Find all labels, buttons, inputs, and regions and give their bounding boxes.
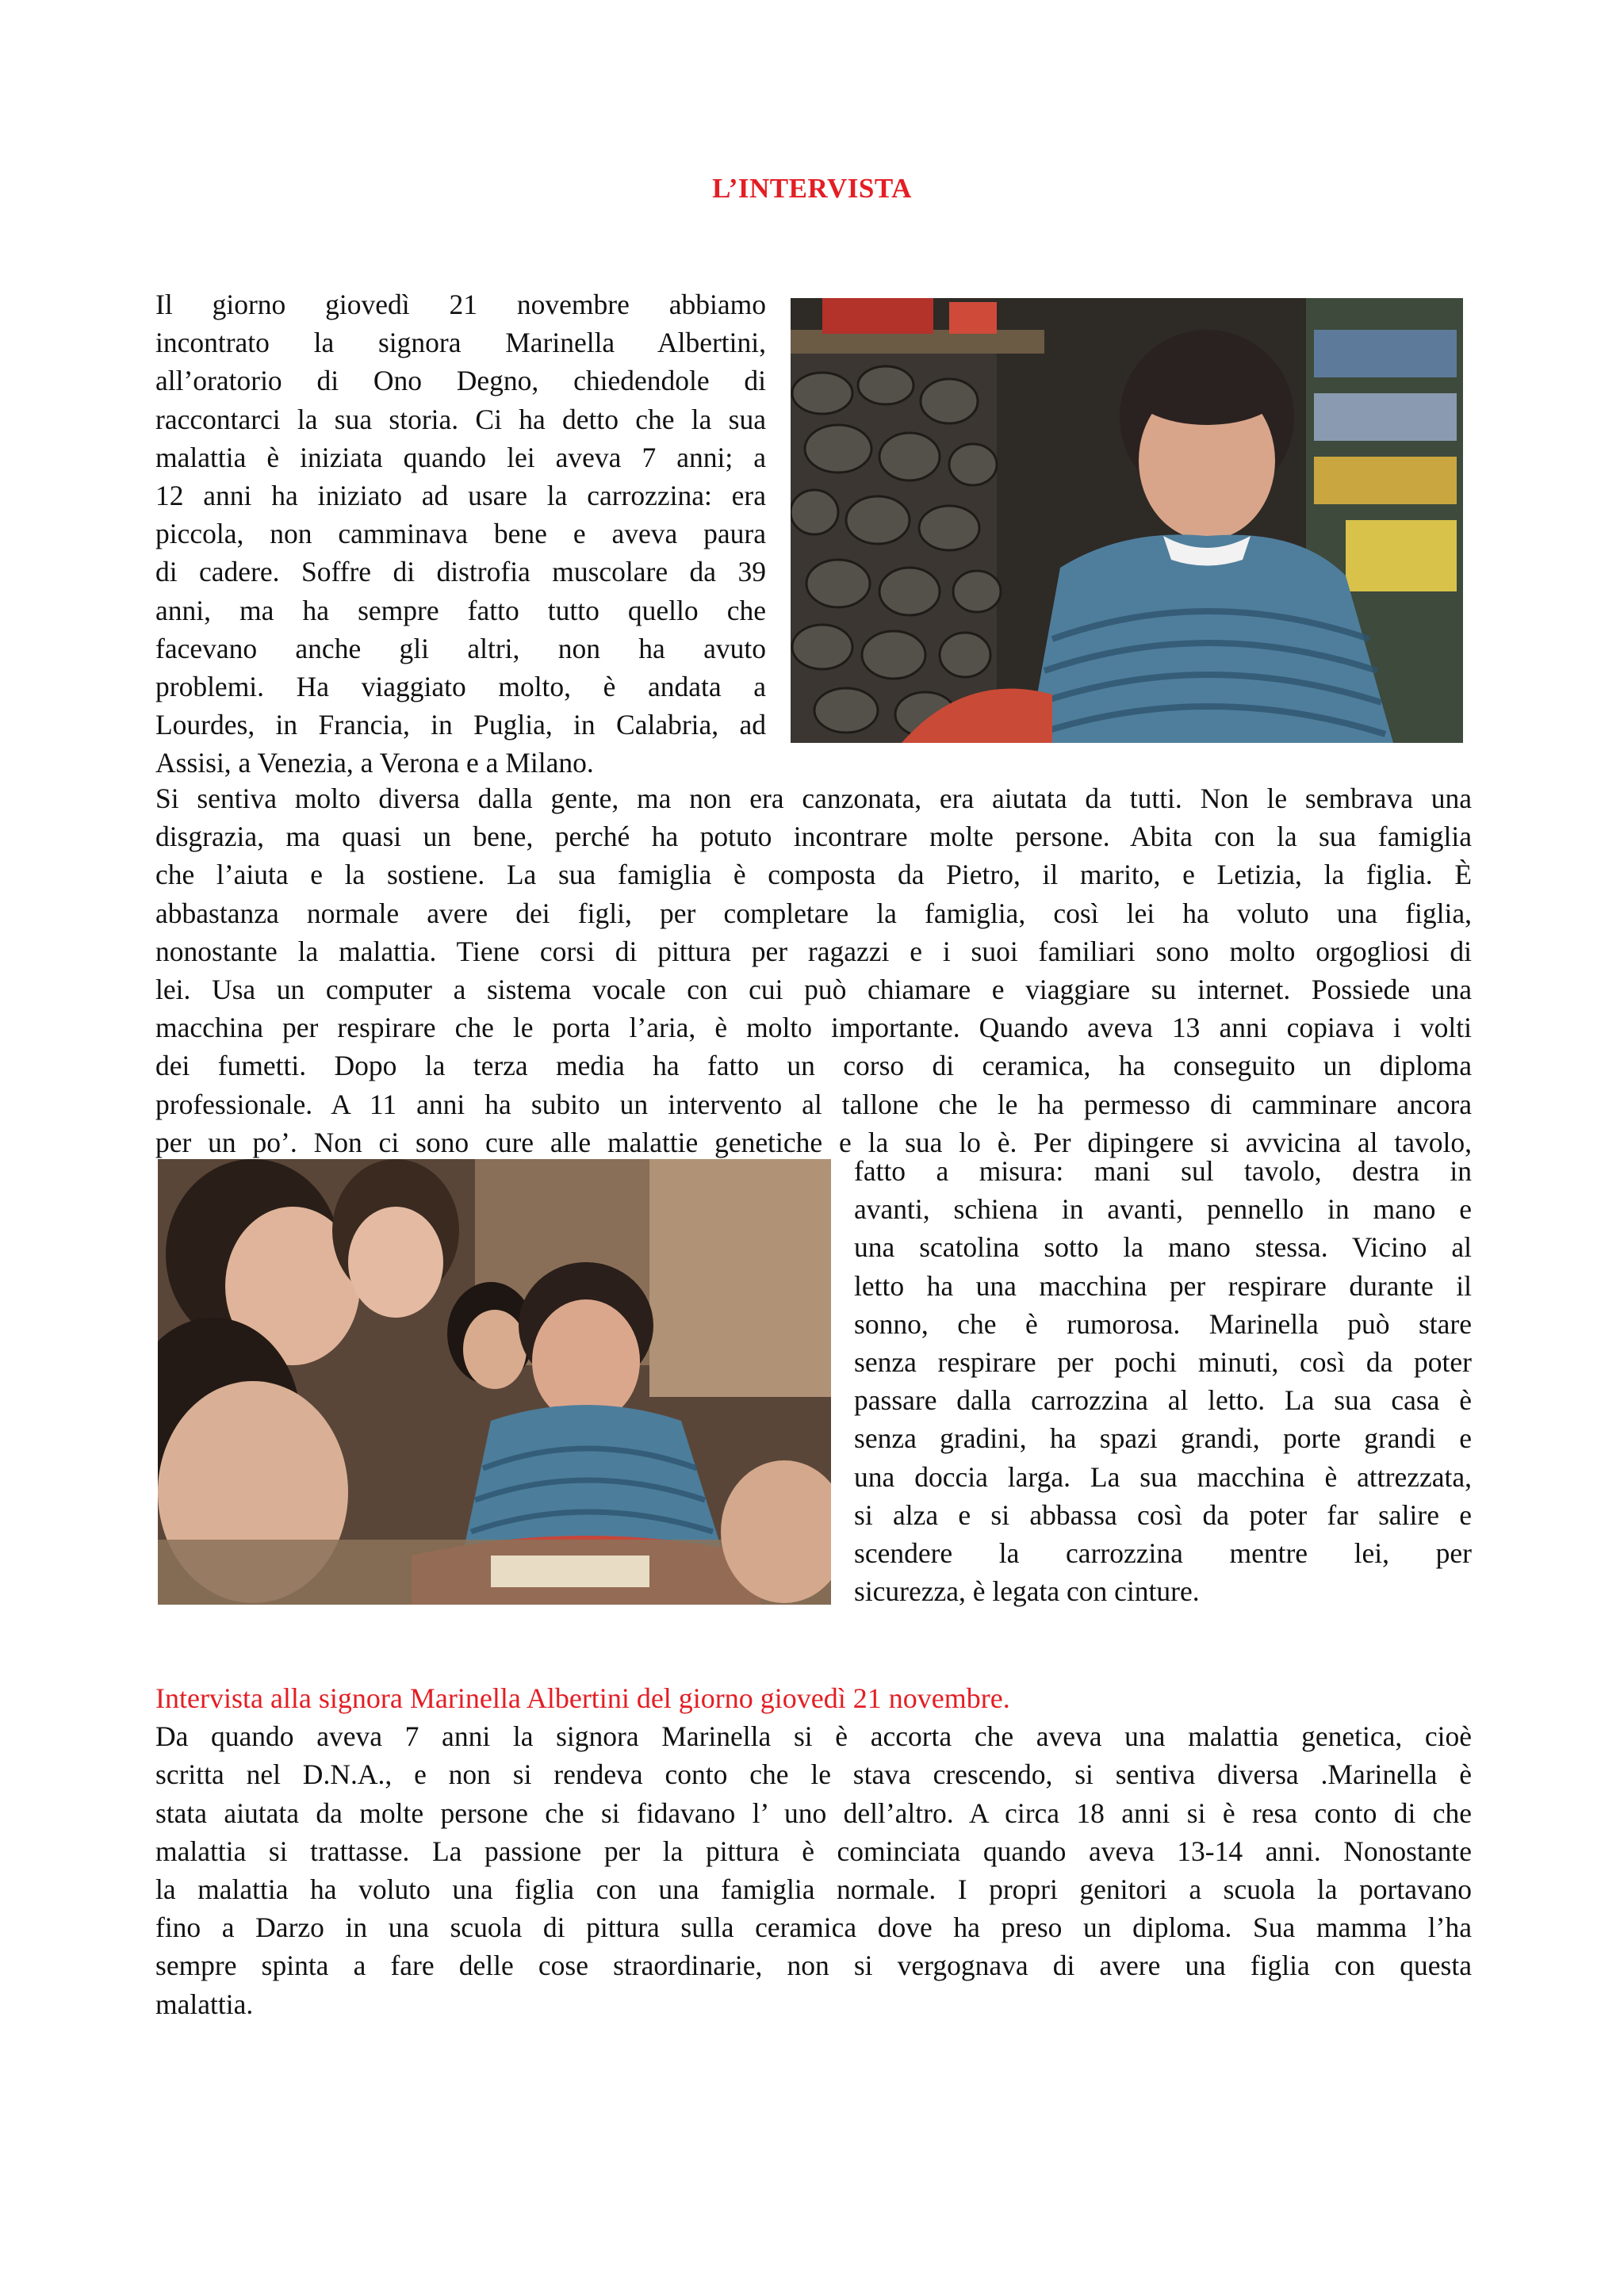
text-line: sonno, che è rumorosa. Marinella può stare <box>854 1307 1472 1340</box>
intro-paragraph <box>155 285 766 783</box>
text-line: facevano anche gli altri, non ha avuto <box>155 632 766 664</box>
text-line: di cadere. Soffre di distrofia muscolare da 39 <box>155 556 766 588</box>
text-line: malattia è iniziata quando lei aveva 7 anni; a <box>155 441 766 473</box>
text-line: sempre spinta a fare delle cose straordinarie, non si vergognava di avere una figlia con questa <box>155 1950 1472 1982</box>
text-line: lei. Usa un computer a sistema vocale con cui può chiamare e viaggiare su internet. Possiede una <box>155 974 1472 1006</box>
text-line: una doccia larga. La sua macchina è attrezzata, <box>854 1460 1472 1493</box>
text-line: nonostante la malattia. Tiene corsi di pittura per ragazzi e i suoi familiari sono molto orgogliosi di <box>155 935 1472 967</box>
text-line: avanti, schiena in avanti, pennello in mano e <box>854 1193 1472 1226</box>
text-line: disgrazia, ma quasi un bene, perché ha potuto incontrare molte persone. Abita con la sua famiglia <box>155 821 1472 853</box>
text-line: all’oratorio di Ono Degno, chiedendole di <box>155 365 766 397</box>
text-line: abbastanza normale avere dei figli, per completare la famiglia, così lei ha voluto una figlia, <box>155 897 1472 929</box>
text-line: malattia. <box>155 1988 254 2020</box>
text-line: per un po’. Non ci sono cure alle malattie genetiche e la sua lo è. Per dipingere si avvicina al tavolo, <box>155 1126 1472 1158</box>
text-line: malattia si trattasse. La passione per la pittura è cominciata quando aveva 13-14 anni. Nonostante <box>155 1835 1472 1867</box>
text-line: si alza e si abbassa così da poter far salire e <box>854 1498 1472 1531</box>
text-line: scendere la carrozzina mentre lei, per <box>854 1537 1472 1570</box>
text-line: una scatolina sotto la mano stessa. Vicino al <box>854 1231 1472 1264</box>
text-line: senza gradini, ha spazi grandi, porte grandi e <box>854 1422 1472 1455</box>
main-paragraph <box>155 779 1472 1161</box>
text-line: 12 anni ha iniziato ad usare la carrozzina: era <box>155 480 766 512</box>
text-line: professionale. A 11 anni ha subito un intervento al tallone che le ha permesso di camminare ancora <box>155 1088 1472 1120</box>
text-line: la malattia ha voluto una figlia con una famiglia normale. I propri genitori a scuola la portavano <box>155 1873 1472 1906</box>
text-line: sicurezza, è legata con cinture. <box>854 1575 1200 1608</box>
text-line: raccontarci la sua storia. Ci ha detto che la sua <box>155 403 766 435</box>
text-line: passare dalla carrozzina al letto. La sua casa è <box>854 1384 1472 1417</box>
text-line: Da quando aveva 7 anni la signora Marinella si è accorta che aveva una malattia genetica, cioè <box>155 1720 1472 1753</box>
text-line: Il giorno giovedì 21 novembre abbiamo <box>155 289 766 320</box>
text-line: incontrato la signora Marinella Albertini, <box>155 327 766 359</box>
text-line: Si sentiva molto diversa dalla gente, ma non era canzonata, era aiutata da tutti. Non le sembrava una <box>155 783 1472 814</box>
page-title: L’INTERVISTA <box>712 173 912 204</box>
text-line: che l’aiuta e la sostiene. La sua famiglia è composta da Pietro, il marito, e Letizia, la figlia. È <box>155 859 1472 891</box>
text-line: Assisi, a Venezia, a Verona e a Milano. <box>155 747 594 779</box>
text-line: piccola, non camminava bene e aveva paura <box>155 518 766 550</box>
text-line: Lourdes, in Francia, in Puglia, in Calabria, ad <box>155 709 766 741</box>
text-line: macchina per respirare che le porta l’aria, è molto importante. Quando aveva 13 anni copiava i volti <box>155 1012 1472 1044</box>
text-line: dei fumetti. Dopo la terza media ha fatto un corso di ceramica, ha conseguito un diploma <box>155 1050 1472 1082</box>
side-paragraph <box>854 1152 1472 1610</box>
interview-heading: Intervista alla signora Marinella Albertini del giorno giovedì 21 novembre. <box>155 1682 1010 1714</box>
text-line: problemi. Ha viaggiato molto, è andata a <box>155 671 766 703</box>
text-line: anni, ma ha sempre fatto tutto quello che <box>155 594 766 626</box>
text-line: letto ha una macchina per respirare durante il <box>854 1269 1472 1302</box>
text-line: scritta nel D.N.A., e non si rendeva conto che le stava crescendo, si sentiva diversa .Marinella è <box>155 1758 1472 1791</box>
text-line: senza respirare per pochi minuti, così da poter <box>854 1346 1472 1379</box>
text-line: fino a Darzo in una scuola di pittura sulla ceramica dove ha preso un diploma. Sua mamma l’ha <box>155 1911 1472 1944</box>
text-line: fatto a misura: mani sul tavolo, destra in <box>854 1155 1472 1187</box>
group-photo <box>158 1159 831 1605</box>
interview-section <box>155 1679 1472 2023</box>
text-line: stata aiutata da molte persone che si fidavano l’ uno dell’altro. A circa 18 anni si è resa conto di che <box>155 1797 1472 1829</box>
portrait-photo <box>791 298 1463 743</box>
